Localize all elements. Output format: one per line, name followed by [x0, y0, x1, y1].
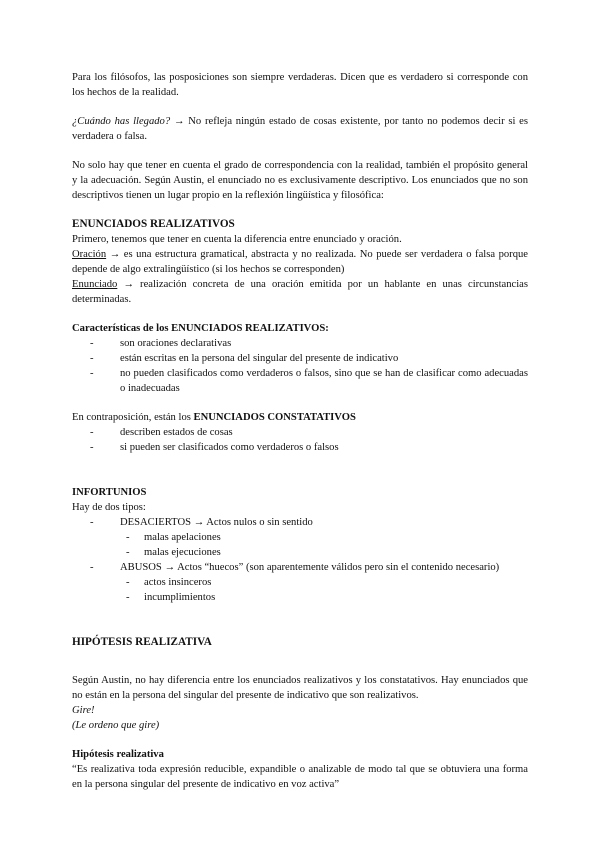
list-item-desaciertos: [90, 515, 528, 530]
list-item: - malas ejecuciones: [126, 545, 528, 560]
section-title-realizativos: ENUNCIADOS REALIZATIVOS: [72, 218, 235, 230]
constatativos-term: ENUNCIADOS CONSTATATIVOS: [193, 412, 356, 423]
hipotesis-example-2: (Le ordeno que gire): [72, 720, 160, 731]
oracion-def-text: → es una estructura gramatical, abstracta y no realizada. No puede ser verdadera o falsa porque depende de algo extralingüístico (si los hechos se corresponden): [72, 249, 528, 275]
list-item: - actos insinceros: [126, 575, 528, 590]
list-item: - si pueden ser clasificados como verdaderos o falsos: [90, 440, 528, 455]
infortunios-list-2: [72, 560, 528, 575]
realizativos-intro: Primero, tenemos que tener en cuenta la diferencia entre enunciado y oración.: [72, 234, 402, 245]
section-title-infortunios: INFORTUNIOS: [72, 487, 147, 498]
list-item: - incumplimientos: [126, 590, 528, 605]
caracteristicas-list: [72, 336, 528, 396]
section-title-hipotesis: HIPÓTESIS REALIZATIVA: [72, 636, 212, 648]
constatativos-lead: [72, 410, 528, 425]
desaciertos-sublist: [72, 530, 528, 560]
list-item: - no pueden clasificados como verdaderos o falsos, sino que se han de clasificar como adecuadas o inadecuadas: [90, 366, 528, 396]
abusos-sublist: [72, 575, 528, 605]
list-item: - describen estados de cosas: [90, 425, 528, 440]
enunciado-def-text: → realización concreta de una oración emitida por un hablante en unas circunstancias determinadas.: [72, 279, 528, 305]
desaciertos-label: DESACIERTOS → Actos nulos o sin sentido: [120, 517, 313, 528]
arrow-icon: →: [173, 116, 185, 127]
paragraph-philosophers: Para los filósofos, las posposiciones son siempre verdaderas. Dicen que es verdadero si corresponde con los hechos de la realidad.: [72, 72, 528, 98]
hipotesis-example-1: Gire!: [72, 705, 95, 716]
question-example: ¿Cuándo has llegado?: [72, 116, 171, 127]
infortunios-intro: Hay de dos tipos:: [72, 502, 146, 513]
list-item: - están escritas en la persona del singular del presente de indicativo: [90, 351, 528, 366]
section-title-caracteristicas: Características de los ENUNCIADOS REALIZATIVOS:: [72, 323, 329, 334]
paragraph-austin: No solo hay que tener en cuenta el grado de correspondencia con la realidad, también el propósito general y la adecuación. Según Austin, el enunciado no es exclusivamente descriptivo. Los enunciados que no son descriptivos tienen un lugar propio en la reflexión lingüística y filosófica:: [72, 160, 528, 201]
hipotesis-quote: “Es realizativa toda expresión reducible, expandible o analizable de modo tal que se obtuviera una forma en la persona singular del presente de indicativo en voz activa”: [72, 764, 528, 790]
document-page: [72, 70, 528, 792]
list-item: - son oraciones declarativas: [90, 336, 528, 351]
constatativos-lead-text: En contraposición, están los: [72, 412, 194, 423]
list-item-abusos: [90, 560, 528, 575]
oracion-term: Oración: [72, 249, 107, 260]
oracion-definition: [72, 247, 528, 277]
constatativos-list: [72, 425, 528, 455]
list-item: - malas apelaciones: [126, 530, 528, 545]
question-explanation: No refleja ningún estado de cosas existente, por tanto no podemos decir si es verdadera o falsa.: [72, 116, 529, 142]
paragraph-question: [72, 114, 528, 144]
enunciado-term: Enunciado: [72, 279, 118, 290]
abusos-label: ABUSOS → Actos “huecos” (son aparentemente válidos pero sin el contenido necesario): [120, 562, 500, 573]
infortunios-list: [72, 515, 528, 530]
hipotesis-subtitle: Hipótesis realizativa: [72, 749, 164, 760]
enunciado-definition: [72, 277, 528, 307]
hipotesis-text: Según Austin, no hay diferencia entre los enunciados realizativos y los constatativos. Hay enunciados que no están en la persona del singular del presente de indicativo que son realizativos.: [72, 675, 528, 701]
